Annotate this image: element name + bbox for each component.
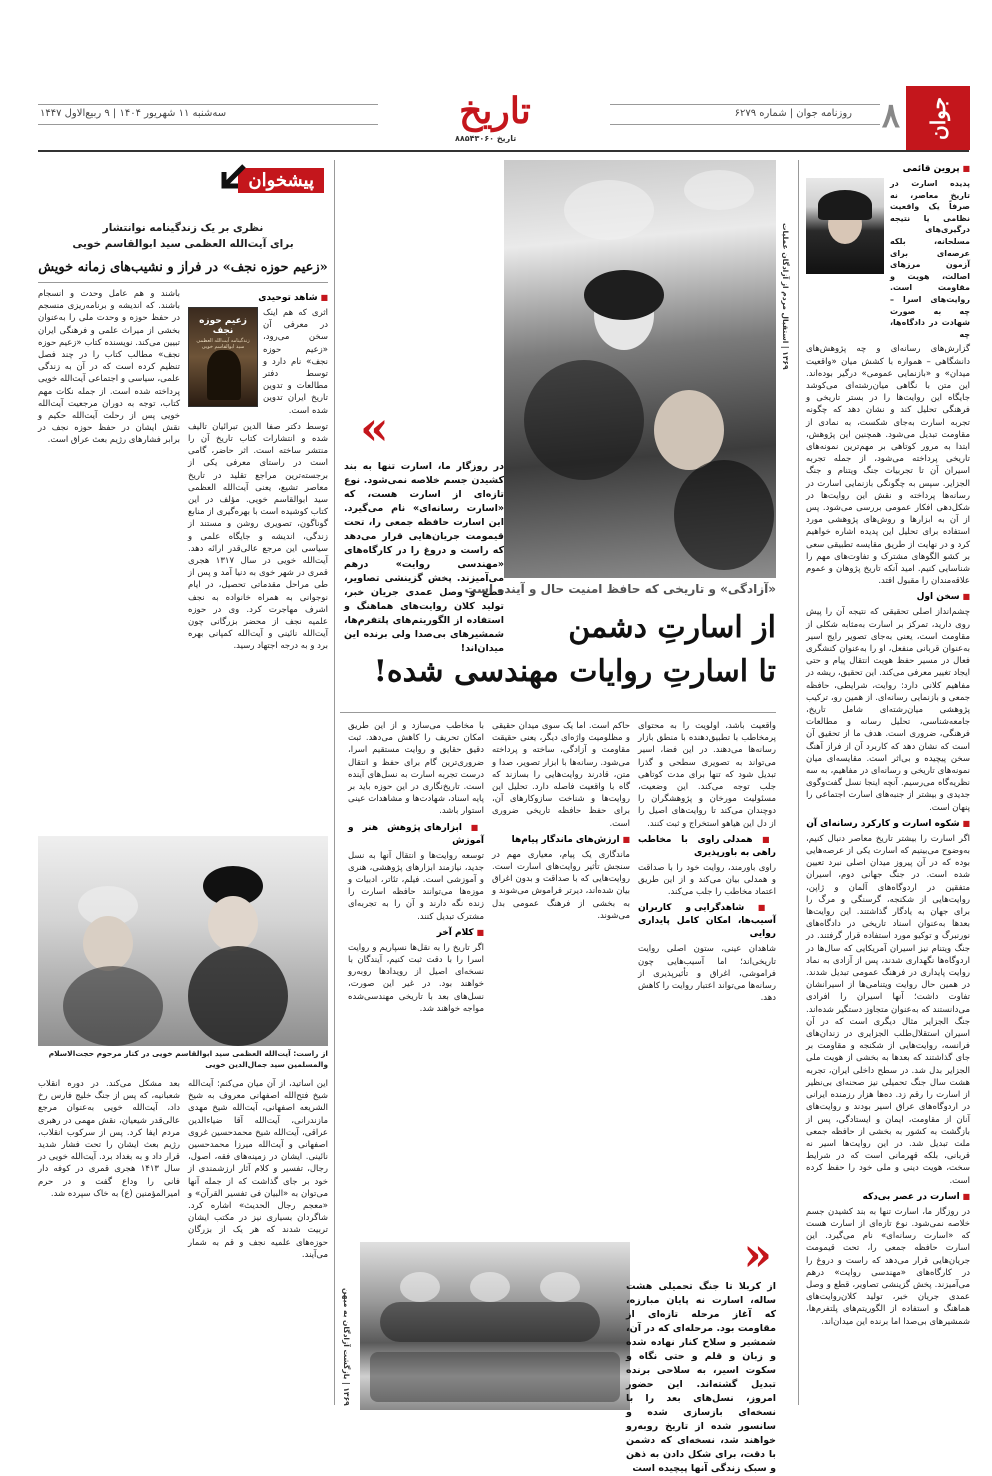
review-body-1: توسط دکتر صفا الدین تبرائیان تالیف شده و انتشارات کتاب تاریخ آن را منتشر ساخته است. اثر حاضر، گامی است در راستای معرفی یکی از برجسته‌ترین مراجع تقلید در تاریخ معاصر تشیع، یعنی آیت‌الله العظمی سید ابوالقاسم خویی. مؤلف در این کتاب کوشیده است با بهره‌گیری از منابع گوناگون، تصویری روشن و مستند از زندگی، اندیشه و جایگاه علمی و سیاسی این مرجع عالی‌قدر ارائه دهد. آیت‌الله خویی در سال ۱۳۱۷ هجری قمری در شهر خوی به دنیا آمد و پس از طی مراحل مقدماتی تحصیل، در ایام نوجوانی به همراه خانواده به نجف اشرف مهاجرت کرد. وی در حوزه علمیه نجف از محضر بزرگانی چون آیت‌الله نائینی و آیت‌الله کمپانی بهره برد و به درجه اجتهاد رسید.: [188, 421, 329, 652]
review-kicker: نظری بر یک زندگینامه نوانتشار: [102, 222, 264, 234]
lead-col-a-h2: ■ شاهدگرایی و کاربران آسیب‌ها، امکان کامل پایداری روایی: [638, 901, 776, 941]
review-author: ■ شاهد توحیدی: [188, 291, 328, 305]
left-column: [38, 160, 328, 1410]
lead-col-a-b2: شاهدان عینی، ستون اصلی روایت تاریخی‌اند؛ اما آسیب‌هایی چون فراموشی، اغراق و تأثیرپذیری از رسانه‌ها می‌تواند اعتبار روایت را کاهش دهد.: [638, 944, 776, 1004]
lead-story: [340, 160, 792, 1474]
lead-col-a-text: واقعیت باشد، اولویت را به محتوای پرمخاطب با تطبیق‌دهنده با منطق بازار رسانه‌ها می‌دهند. در این فضا، اسیر می‌تواند به تصویری سطحی و گذرا تبدیل شود که تنها برای مدت کوتاهی جلب توجه می‌کند. این وضعیت، مسئولیت مورخان و پژوهشگران را دوچندان می‌کند تا روایت‌های اصیل را از دل این هیاهو استخراج و ثبت کنند.: [638, 721, 776, 829]
section-phone-number: ۸۸۵۴۳۰۶۰: [455, 134, 495, 143]
right-intro-row: [806, 178, 970, 340]
lead-col-c-h2: ■ کلام آخر: [348, 926, 484, 940]
logo-text: جوان: [926, 96, 950, 140]
lead-headline-1: از اسارتِ دشمن: [568, 610, 776, 645]
right-column-divider: [798, 160, 799, 1405]
lead-photo-bottom-caption: ۱۳۶۹ | بازگشت آزادگان به میهن: [342, 1288, 351, 1406]
lead-col-c-h1: ■ ابزارهای پژوهش هنر و آموزش: [348, 821, 484, 848]
right-section-3-body: در روزگار ما، اسارت تنها به بند کشیدن جسم خلاصه نمی‌شود. نوع تازه‌ای از اسارت هست که «اسارت رسانه‌ای» نام می‌گیرد. این اسارت حافظه جمعی را، تحت قیمومت جریان‌هایی قرار می‌دهد که راست و دروغ را در کارگاه‌های «مهندسی روایت» درهم می‌آمیزند. پخش گزینشی تصاویر، قطع و وصل عمدی جریان خبر، تولید کلان‌روایت‌های هماهنگ و استفاده از الگوریتم‌های پلتفرم‌ها، شمشیرهای بی‌صدا اما برنده این میدان‌اند.: [806, 1206, 970, 1327]
masthead-rule-right: [610, 104, 880, 105]
right-section-1-heading: ■ سخن اول: [806, 590, 970, 604]
lead-col-b: [492, 720, 630, 1240]
lead-photo-top: [504, 160, 776, 578]
date-line: سه‌شنبه ۱۱ شهریور ۱۴۰۴ | ۹ ربیع‌الاول ۱۴۴۷: [40, 108, 227, 119]
section-phone: [455, 134, 516, 143]
right-author: ■ پروین قائمی: [806, 162, 970, 176]
lead-headline-2: تا اسارتِ روایات مهندسی شده!: [373, 654, 776, 689]
masthead-rule-left: [38, 104, 378, 105]
masthead-rule-left-bottom: [38, 124, 378, 125]
lead-col-b-b1: ماندگاری یک پیام، معیاری مهم در سنجش تأثیر روایت‌های اسارت است. روایت‌هایی که با صداقت و بدون اغراق بیان شده‌اند، دیرتر فراموش می‌شوند و به بخشی از فرهنگ عمومی بدل می‌شوند.: [492, 849, 630, 921]
book-cover: [188, 307, 258, 407]
right-intro-rest: گزارش‌های رسانه‌ای و چه پژوهش‌های دانشگاهی – همواره با کشش میان «واقعیت میدان» و «بازنمایی عمومی» درگیر بوده‌اند. این متن با نگاهی میان‌رشته‌ای می‌کوشد جایگاه این روایت‌ها را در بستر تاریخی و فرهنگی تحلیل کند و نشان دهد که چگونه تجربه اسارت به‌جای شکست، به نمادی از مقاومت تبدیل می‌شود. همچنین این پژوهش، ابتدا به مرور کوتاهی بر مهم‌ترین نمونه‌های تاریخی پرداخته می‌شود، از جمله تجربه اسیران آن تا تجربیات جنگ ویتنام و جنگ الجزایر. سپس به چگونگی بازنمایی اسارت در رسانه‌ها پرداخته و نقش این روایت‌ها در شکل‌دهی افکار عمومی بررسی می‌شود. پس از آن به ابزارها و روش‌های پژوهشی مورد استفاده برای تحلیل این پدیده اشاره خواهیم کرد و در نهایت از طریق مقایسه تطبیقی سعی بر کشو الگوهای مشترک و تفاوت‌های مهم را شناسایی کنیم. امید آنکه تاریخ پژوهان و عموم علاقه‌مندان را مقبول افتد.: [806, 344, 970, 587]
book-cover-subtitle: زندگینامه آیت‌الله العظمی سید ابوالقاسم خویی: [196, 338, 250, 350]
review-headline-rule: [38, 282, 328, 283]
lead-col-a: [638, 720, 776, 1240]
author-portrait: [806, 178, 884, 274]
quote-mark-bottom: «: [743, 1227, 772, 1281]
left-column-divider: [334, 160, 335, 1405]
lead-photo-bottom: [360, 1242, 630, 1410]
masthead: [0, 0, 992, 150]
review-body-2: باشند و هم عامل وحدت و انسجام باشند. که اندیشه و برنامه‌ریزی منسجم در حفظ حوزه و وحدت ملی را به‌عنوان بخشی از میراث علمی و فرهنگی ایران تبیین می‌کند. نویسنده کتاب «زعیم حوزه نجف» مطالب کتاب را در چند فصل تنظیم کرده است که در آن به زندگی علمی، سیاسی و اجتماعی آیت‌الله خویی پرداخته شده است. از جمله نکات مهم کتاب، توجه به دوران مرجعیت آیت‌الله خویی پس از رحلت آیت‌الله حکیم و نقش ایشان در حفظ حوزه نجف در برابر فشارهای رژیم بعث عراق است.: [38, 289, 180, 446]
lead-col-a-b1: راوی باورمند، روایت خود را با صداقت و همدلی بیان می‌کند و از این طریق اعتماد مخاطب را جلب می‌کند.: [638, 862, 776, 898]
right-section-2-heading: ■ شکوه اسارت و کارکرد رسانه‌ای آن: [806, 817, 970, 831]
right-author-intro: پدیده اسارت در تاریخ معاصر، نه صرفاً یک واقعیت نظامی یا نتیجه درگیری‌های مسلحانه، بلکه عرصه‌ای برای آزمون مرزهای اصالت، هویت و مقاومت است. روایت‌های اسرا – چه به صورت شهادت در دادگاه‌ها، چه: [890, 179, 970, 339]
lead-col-c-b1: توسعه روایت‌ها و انتقال آنها به نسل جدید، نیازمند ابزارهای پژوهشی، هنری و آموزشی است. فیلم، تئاتر، ادبیات و موزه‌ها می‌توانند حافظه اسارت را زنده نگه دارند و آن را به تجربه‌ای مشترک تبدیل کنند.: [348, 850, 484, 922]
masthead-divider-main: [38, 150, 969, 152]
review-headline: «زعیم حوزه نجف» در فراز و نشیب‌های زمانه خویش: [38, 260, 328, 275]
right-column: [806, 160, 970, 1405]
right-section-1-body: چشم‌انداز اصلی تحقیقی که نتیجه آن را پیش روی دارید، تمرکز بر اسارت به‌مثابه شکلی از مقاومت است، یعنی به‌جای تصویر رایج اسیر به‌عنوان قربانی منفعل، او را به‌عنوان کنشگری فعال در مسیر حفظ هویت انتقال پیام و حتی ایجاد تغییر معرفی می‌کند. این تحقیق، ریشه در مفاهیم کلانی دارد: روایت، شرایطی، حافظه جمعی و بازنمایی رسانه‌ای. از همین رو، ترکیب پژوهشی میان‌رشته‌ای شامل تاریخ، جامعه‌شناسی، تحلیل رسانه و مطالعات فرهنگی، ضروری است. هدف ما از تحقیق آن است که نشان دهد که کاربرد آن از فراز آهنگ سخن پیچیده و بی‌اثر است. مقایسه‌ای میان نمونه‌های تاریخی و رسانه‌ای در مفاهیم، به سه نظریه‌گاه می‌رسیم. آنچه اینجا نسل گفت‌وگوی جدیدی و بیشتر از جنبه‌های اسارت اجتماعی را پنهان است.: [806, 607, 970, 813]
headline-rule: [340, 712, 776, 713]
review-photo: [38, 836, 328, 1046]
section-phone-label: تاریخ: [496, 134, 517, 143]
book-cover-title: زعیم حوزه نجف: [199, 316, 247, 336]
review-kicker-2: برای آیت‌الله العظمی سید ابوالقاسم خویی: [72, 238, 294, 250]
lead-col-a-h1: ■ همدلی راوی با مخاطب راهی به باورپذیری: [638, 833, 776, 860]
review-body-3: بعد مشکل می‌کند. در دوره انقلاب شعبانیه، که پس از جنگ خلیج فارس رخ داد، آیت‌الله خویی به‌عنوان مرجع عالی‌قدر شیعیان، نقش مهمی در رهبری مردم ایفا کرد. پس از سرکوب انقلاب، رژیم بعث ایشان را تحت فشار شدید قرار داد و به بغداد برد. آیت‌الله خویی در سال ۱۴۱۳ هجری قمری در کوفه دار فانی را وداع گفت و در حرم امیرالمؤمنین (ع) به خاک سپرده شد.: [38, 1079, 181, 1199]
arrow-icon: [218, 162, 248, 192]
lead-kicker: «آزادگی» و تاریخی که حافظ امنیت حال و آینده است: [464, 582, 776, 596]
section-label-text: پیشخوان: [238, 168, 324, 193]
masthead-rule-right-bottom: [610, 124, 880, 125]
review-body-4: این اساتید، از آن میان می‌کنم: آیت‌الله شیخ فتح‌الله اصفهانی معروف به شیخ الشریعه اصفهانی، آیت‌الله شیخ مهدی مازندرانی، آیت‌الله آقا ضیاءالدین عراقی، آیت‌الله شیخ محمدحسین غروی اصفهانی و آیت‌الله میرزا محمدحسین نائینی. ایشان در زمینه‌های فقه، اصول، رجال، تفسیر و کلام آثار ارزشمندی از خود بر جای گذاشت که از جمله آنها می‌توان به «البیان فی تفسیر القرآن» و «معجم رجال الحدیث» اشاره کرد. شاگردان بسیاری نیز در مکتب ایشان تربیت شدند که هر یک از بزرگان حوزه‌های علمیه نجف و قم به شمار می‌آیند.: [188, 1079, 328, 1260]
lead-col-c-b2: اگر تاریخ را به نقل‌ها نسپاریم و روایت اسرا را با دقت ثبت کنیم، آیندگان با نسخه‌ای اصیل از رویدادها روبه‌رو خواهند بود. در غیر این صورت، نسل‌های بعد با تاریخی مهندسی‌شده مواجه خواهند شد.: [348, 942, 484, 1014]
pull-quote-bottom: از کربلا تا جنگ تحمیلی هشت ساله، اسارت نه پایان مبارزه، که آغاز مرحله تازه‌ای از مقاومت بود. مرحله‌ای که در آن، شمشیر و سلاح کنار نهاده شده و زبان و قلم و حتی نگاه و سکوت اسیر، به سلاحی برنده تبدیل گشته‌اند. این حضور امروز، نسل‌های بعد را با نسخه‌ای بازسازی شده و سانسور شده از تاریخ روبه‌رو خواهند شد، نسخه‌ای که دشمن با دقت، برای شکل دادن به ذهن و سبک زندگی آنها پیچیده است: [626, 1281, 776, 1474]
lead-col-c: [348, 720, 484, 1220]
lead-col-b-text: حاکم است. اما یک سوی میدان حقیقی و مظلومیت واژه‌ای دیگر، یعنی حقیقت مقاومت و آزادگی، ساخته و پرداخته می‌شود. رسانه‌ها با ابزار تصویر، صدا و متن، قادرند روایت‌هایی را بسازند که گاه با واقعیت فاصله دارد. تحلیل این روایت‌ها و شناخت سازوکارهای آن، برای حفظ حافظه تاریخی ضروری است.: [492, 721, 630, 829]
lead-photo-top-caption: ۱۳۶۹ | استقبال مردم از آزادگان عملیات: [781, 223, 790, 370]
review-book-row: [188, 307, 328, 417]
review-intro: اثری که هم اینک در معرفی آن سخن می‌رود، «زعیم حوزه نجف» نام دارد و توسط دفتر مطالعات و تدوین تاریخ ایران تدوین شده است.: [263, 308, 328, 416]
quote-mark-top: »: [360, 401, 389, 455]
lead-col-b-h1: ■ ارزش‌های ماندگار پیام‌ها: [492, 833, 630, 847]
logo: [906, 86, 970, 150]
right-section-2-body: اگر اسارت را بیشتر تاریخ معاصر دنبال کنیم، به‌وضوح می‌بینیم که اسارت یکی از عرصه‌هایی بوده که در آن پیروز میدان اصلی نبرد تعیین شده است. در جنگ جهانی دوم، اسیران متفقین در اردوگاه‌های آلمان و ژاپن، روایت‌هایی از شکنجه، گرسنگی و مرگ را برای جهان به یادگار گذاشتند. این روایت‌ها بعدها به‌عنوان اسناد تاریخی در دادگاه‌های نورنبرگ و توکیو مورد استفاده قرار گرفتند. در جنگ ویتنام نیز اسیران آمریکایی که سال‌ها در اردوگاه‌ها نگهداری شدند، پس از آزادی به نماد روایت پایداری در فرهنگ عمومی تبدیل شدند. در همین حال روایت ویتنامی‌ها از اسیرانشان تفاوت داشت؛ آنها اسیران را افرادی می‌دانستند که به‌عنوان متجاوز دستگیر شده‌اند. جنگ الجزایر مثال دیگری است که در آن اسیران استقلال‌طلب الجزایری در زندان‌های فرانسه، روایت‌هایی از شکنجه و مقاومت بر جای گذاشتند که بعدها به بخشی از هویت ملی الجزایر بدل شد. در سطح داخلی ایران، تجربه هشت سال جنگ تحمیلی نیز صحنه‌ای بی‌نظیر از اسارت را رقم زد. ده‌ها هزار رزمنده ایرانی در اردوگاه‌های عراق اسیر بودند و روایت‌های آنان از مقاومت، ایمان و ایستادگی، پس از بازگشت به کشور به بخشی از حافظه جمعی ملت تبدیل شد. در این روایت‌ها اسیر نه قربانی، بلکه قهرمانی است که در شرایط سخت، هویت دینی و ملی خود را حفظ کرده است.: [806, 833, 970, 1186]
pull-quote-top: در روزگار ما، اسارت تنها به بند کشیدن جسم خلاصه نمی‌شود. نوع تازه‌ای از اسارت هست، که «اسارت رسانه‌ای» نام می‌گیرد. این اسارت حافظه جمعی را، تحت قیمومت جریان‌هایی قرار می‌دهد که راست و دروغ را در کارگاه‌های «مهندسی روایت» درهم می‌آمیزند. پخش گزینشی تصاویر، قطع و وصل عمدی جریان خبر، تولید کلان روایت‌های هماهنگ و استفاده از الگوریتم‌های پلتفرم‌ها، شمشیرهای بی‌صدا ولی برنده این میدان‌اند!: [344, 461, 504, 654]
review-photo-caption: از راست: آیت‌الله العظمی سید ابوالقاسم خویی در کنار مرحوم حجت‌الاسلام والمسلمین سید جمال‌الدین خویی: [48, 1049, 328, 1069]
section-title: تاریخ: [459, 90, 531, 132]
lead-col-c-text: با مخاطب می‌سازد و از این طریق امکان تحریف را کاهش می‌دهد. ثبت دقیق حقایق و روایت مستقیم اسرا، ضروری‌ترین گام برای حفظ و انتقال درست تجربه اسارت به نسل‌های آینده است. تاریخ‌نگاری در این حوزه باید بر پایه اسناد، شهادت‌ها و مشاهدات عینی استوار باشد.: [348, 721, 484, 817]
issue-line: روزنامه جوان | شماره ۶۲۷۹: [734, 108, 852, 119]
right-section-3-heading: ■ اسارت در عصر بی‌دکه: [806, 1190, 970, 1204]
page-number: ۸: [881, 96, 900, 136]
section-label: [238, 168, 324, 193]
review-col-right: [188, 288, 328, 828]
